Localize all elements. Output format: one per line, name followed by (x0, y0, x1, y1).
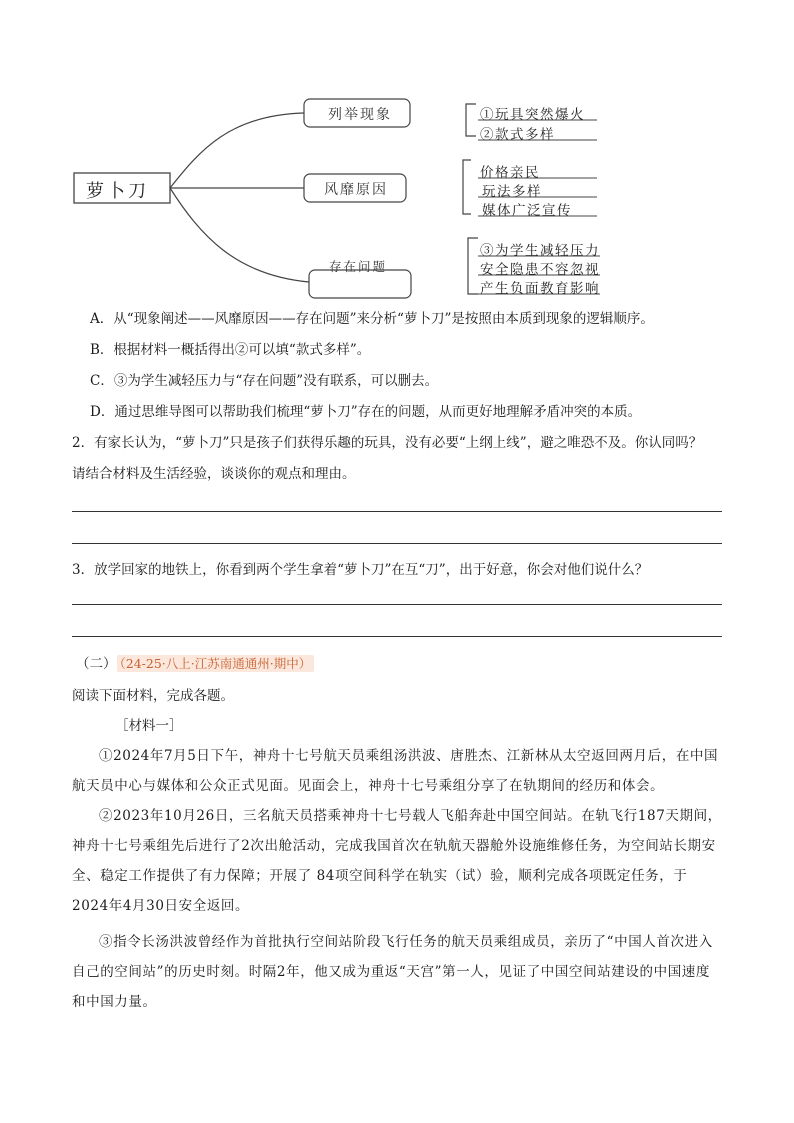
option-d: D．通过思维导图可以帮助我们梳理“萝卜刀”存在的问题，从而更好地理解矛盾冲突的本质。 (90, 404, 642, 420)
leaf-item: ②款式多样 (480, 127, 555, 143)
leaf-item: ①玩具突然爆火 (480, 107, 585, 123)
material-title: ［材料一］ (115, 718, 183, 734)
source-tag: （24-25·八上·江苏南通通州·期中） (117, 655, 315, 672)
answer-line[interactable] (72, 636, 722, 637)
paragraph-3: ③指令长汤洪波曾经作为首批执行空间站阶段飞行任务的航天员乘组成员，亲历了“中国人首次进入自己的空间站”的历史时刻。时隔2年，他又成为重返“天宫”第一人，见证了中国空间站建设的中国速度和中国力量。 (72, 934, 713, 1010)
paragraph-2: ②2023年10月26日，三名航天员搭乘神舟十七号载人飞船奔赴中国空间站。在轨飞行187天期间，神舟十七号乘组先后进行了2次出舱活动，完成我国首次在轨航天器舱外设施维修任务，为空间站长期安全、稳定工作提供了有力保障；开展了 84项空间科学在轨实（试）验，顺利完成各项既定任务，于 2024年4月30日安全返回。 (72, 808, 722, 914)
answer-line[interactable] (72, 604, 722, 605)
section-heading (76, 652, 314, 672)
leaf-item: 价格亲民 (480, 165, 540, 181)
mind-map-root: 萝卜刀 (86, 181, 149, 202)
option-b: B．根据材料一概括得出②可以填“款式多样”。 (90, 342, 371, 358)
connector-to-branch-1 (170, 113, 304, 188)
option-c: C．③为学生减轻压力与“存在问题”没有联系，可以删去。 (90, 373, 439, 389)
bracket-2 (463, 160, 471, 214)
question-2-line-1: 2．有家长认为，“萝卜刀”只是孩子们获得乐趣的玩具，没有必要“上纲上线”，避之唯恐不及。你认同吗？ (72, 435, 703, 451)
branch-label-1: 列举现象 (328, 107, 392, 123)
question-2-line-2: 请结合材料及生活经验，谈谈你的观点和理由。 (72, 466, 356, 482)
leaf-item: 安全隐患不容忽视 (480, 262, 600, 278)
branch-label-2: 风靡原因 (324, 182, 388, 198)
leaf-item: ③为学生减轻压力 (480, 243, 600, 259)
paragraph-1: ①2024年7月5日下午，神舟十七号航天员乘组汤洪波、唐胜杰、江新林从太空返回两月后，在中国航天员中心与媒体和公众正式见面。见面会上，神舟十七号乘组分享了在轨期间的经历和体会。 (72, 748, 719, 794)
answer-line[interactable] (72, 543, 722, 544)
bracket-1 (466, 104, 476, 136)
leaf-item: 玩法多样 (482, 184, 542, 200)
reading-instruction: 阅读下面材料，完成各题。 (72, 688, 234, 704)
option-a: A．从“现象阐述——风靡原因——存在问题”来分析“萝卜刀”是按照由本质到现象的逻辑顺序。 (90, 311, 654, 327)
connector-to-branch-3 (170, 188, 309, 282)
question-3: 3．放学回家的地铁上，你看到两个学生拿着“萝卜刀”在互“刀”，出于好意，你会对他们说什么？ (72, 562, 649, 578)
leaf-item: 媒体广泛宣传 (482, 203, 572, 219)
leaf-item: 产生负面教育影响 (480, 281, 600, 297)
answer-line[interactable] (72, 511, 722, 512)
branch-label-3: 存在问题 (329, 259, 388, 274)
section-number: （二） (76, 656, 117, 672)
mind-map-connectors (0, 0, 794, 310)
bracket-3 (468, 238, 478, 294)
